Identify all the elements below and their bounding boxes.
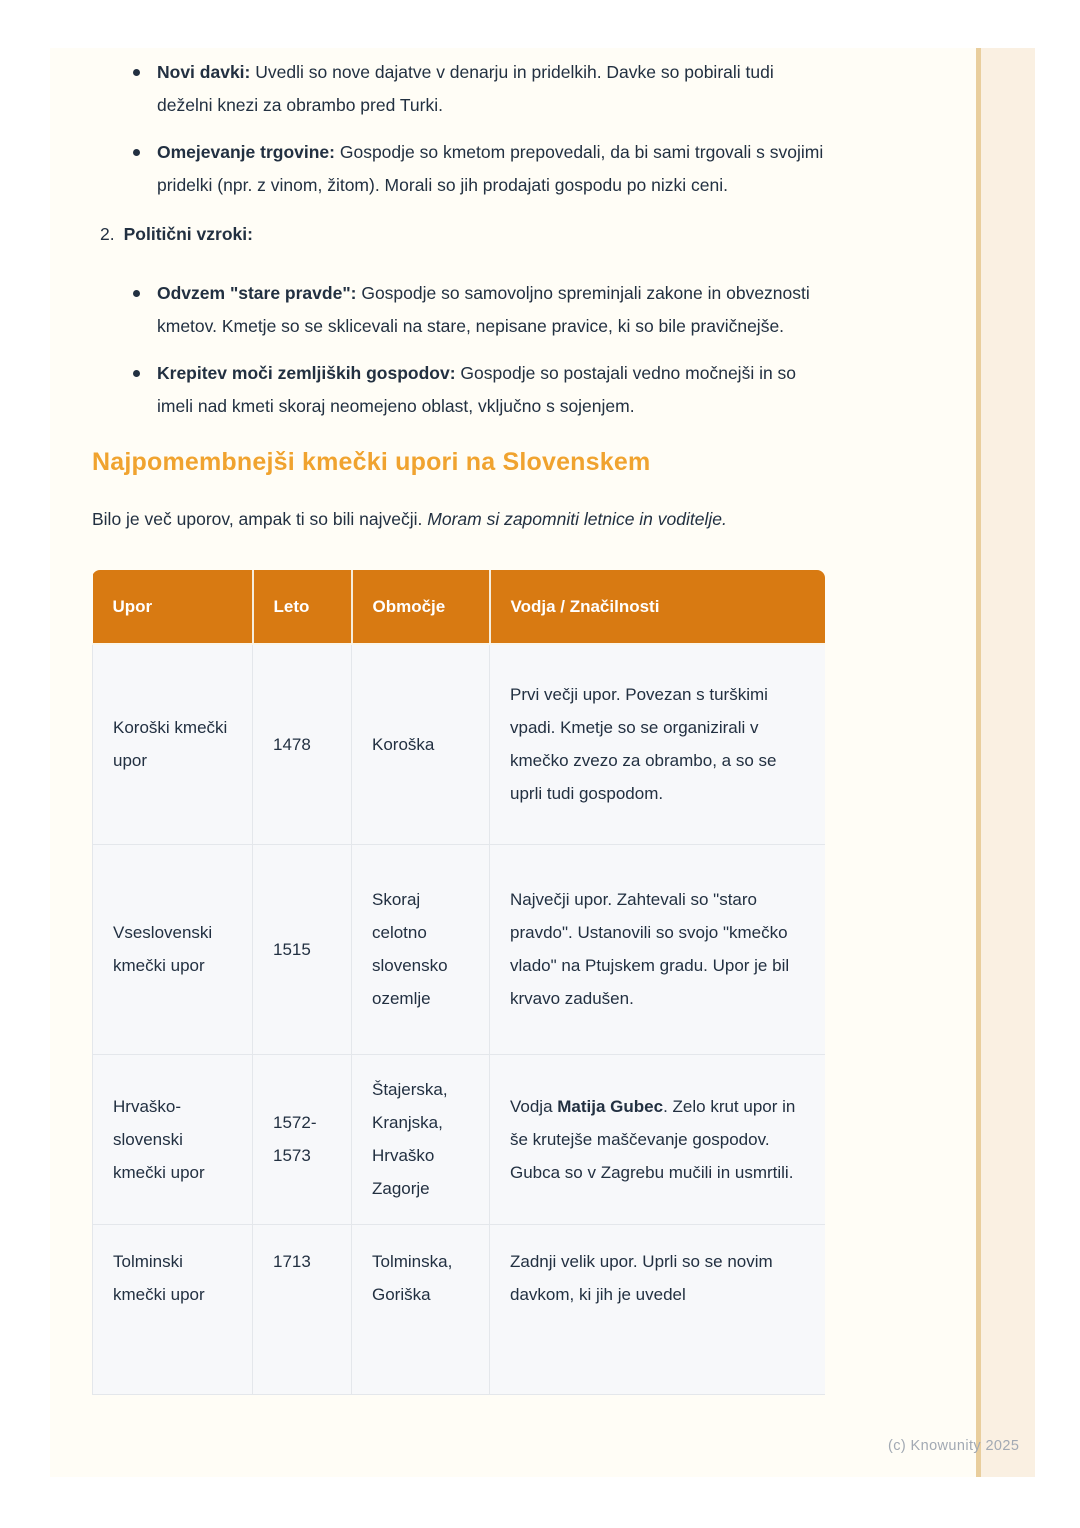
causes-economic-list	[92, 56, 825, 202]
page-content	[92, 48, 825, 1395]
cell-upor: Tolminski kmečki upor	[93, 1224, 253, 1394]
list-item-text: Gospodje so kmetom prepovedali, da bi sami trgovali s svojimi pridelki (npr. z vinom, žitom). Morali so jih prodajati gospodu po nizki ceni.	[157, 142, 824, 195]
intro-normal-text: Bilo je več uporov, ampak ti so bili največji.	[92, 509, 423, 529]
column-header-obmocje: Območje	[352, 570, 490, 644]
table-row	[93, 644, 826, 844]
cell-obmocje: Skoraj celotno slovensko ozemlje	[352, 844, 490, 1054]
bullet-icon	[133, 149, 140, 156]
list-item-text: Uvedli so nove dajatve v denarju in pridelkih. Davke so pobirali tudi deželni knezi za obrambo pred Turki.	[157, 62, 774, 115]
bullet-icon	[133, 69, 140, 76]
cell-text: Prvi večji upor. Povezan s turškimi vpadi. Kmetje so se organizirali v kmečko zvezo za obrambo, a so se uprli tudi gospodom.	[510, 685, 777, 804]
cell-obmocje: Koroška	[352, 644, 490, 844]
list-item-term: Krepitev moči zemljiških gospodov:	[157, 363, 456, 383]
column-header-upor: Upor	[93, 570, 253, 644]
cell-leto: 1515	[253, 844, 352, 1054]
cell-vodja	[490, 644, 826, 844]
intro-italic-note: Moram si zapomniti letnice in voditelje.	[427, 509, 727, 529]
table-header-row	[93, 570, 826, 644]
list-item-text: Gospodje so samovoljno spreminjali zakone in obveznosti kmetov. Kmetje so se sklicevali na stare, nepisane pravice, ki so bile pravičnejše.	[157, 283, 810, 336]
table-row	[93, 844, 826, 1054]
list-item	[92, 277, 825, 343]
knowunity-watermark: (c) Knowunity 2025	[888, 1438, 1020, 1454]
column-header-leto: Leto	[253, 570, 352, 644]
list-item-term: Omejevanje trgovine:	[157, 142, 335, 162]
cell-upor: Vseslovenski kmečki upor	[93, 844, 253, 1054]
list-item	[92, 136, 825, 202]
cell-leto: 1713	[253, 1224, 352, 1394]
column-header-vodja: Vodja / Značilnosti	[490, 570, 826, 644]
list-item	[92, 357, 825, 423]
cell-vodja	[490, 1054, 826, 1224]
bullet-icon	[133, 370, 140, 377]
list-item-text: Gospodje so postajali vedno močnejši in so imeli nad kmeti skoraj neomejeno oblast, vključno s sojenjem.	[157, 363, 797, 416]
cell-leto: 1478	[253, 644, 352, 844]
cell-text: Zadnji velik upor. Uprli so se novim davkom, ki jih je uvedel	[510, 1251, 773, 1304]
cell-vodja	[490, 1224, 826, 1394]
cell-text: Največji upor. Zahtevali so "staro pravdo". Ustanovili so svojo "kmečko vlado" na Ptujskem gradu. Upor je bil krvavo zadušen.	[510, 890, 790, 1008]
cell-text: . Zelo krut upor in še krutejše maščevanje gospodov. Gubca so v Zagrebu mučili in usmrtili.	[510, 1096, 796, 1182]
list-item-term: Odvzem "stare pravde":	[157, 283, 357, 303]
causes-political-list	[92, 277, 825, 423]
revolts-table-wrapper	[92, 570, 825, 1395]
table-row	[93, 1224, 826, 1394]
section-heading: Najpomembnejši kmečki upori na Slovenskem	[92, 448, 651, 476]
list-item	[92, 56, 825, 122]
cell-obmocje: Štajerska, Kranjska, Hrvaško Zagorje	[352, 1054, 490, 1224]
page-edge-strip	[981, 48, 1035, 1477]
document-page	[50, 48, 1035, 1477]
numbered-item-number: 2.	[100, 224, 115, 244]
cell-upor: Hrvaško-slovenski kmečki upor	[93, 1054, 253, 1224]
cell-bold-text: Matija Gubec	[557, 1096, 664, 1116]
cell-leto: 1572-1573	[253, 1054, 352, 1224]
table-row	[93, 1054, 826, 1224]
numbered-item-label: Politični vzroki:	[123, 224, 253, 244]
cell-obmocje: Tolminska, Goriška	[352, 1224, 490, 1394]
cell-upor: Koroški kmečki upor	[93, 644, 253, 844]
cell-vodja	[490, 844, 826, 1054]
cell-text: Vodja	[510, 1096, 558, 1116]
revolts-table	[92, 570, 825, 1395]
bullet-icon	[133, 290, 140, 297]
table-header	[93, 570, 826, 644]
intro-paragraph	[92, 503, 825, 536]
numbered-item-political-causes	[100, 218, 825, 251]
list-item-term: Novi davki:	[157, 62, 251, 82]
